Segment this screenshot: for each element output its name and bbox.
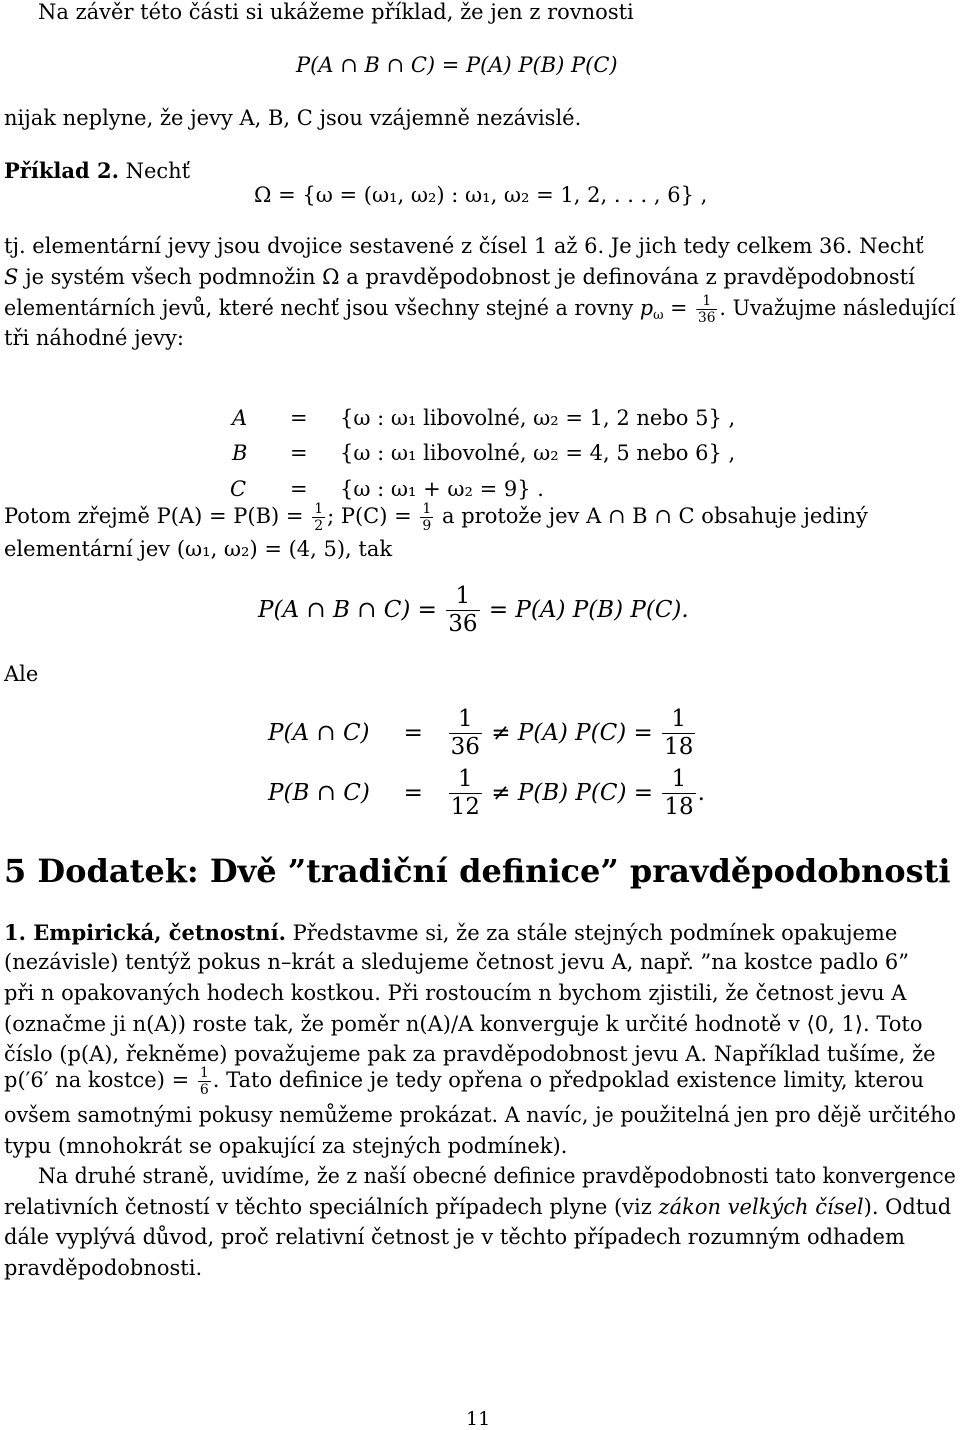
- paragraph-line: číslo (p(A), řekněme) považujeme pak za pravděpodobnost jevu A. Například tušíme, že: [4, 1042, 936, 1066]
- paragraph-line: tři náhodné jevy:: [4, 326, 184, 350]
- example-nech: Nechť: [125, 159, 191, 183]
- event-definition-b: {ω : ω₁ libovolné, ω₂ = 4, 5 nebo 6} ,: [340, 441, 736, 465]
- fraction-denominator: 18: [664, 734, 694, 760]
- paragraph-text: relativních četností v těchto speciálních případech plyne (viz: [4, 1195, 652, 1219]
- equation-lhs: P(B ∩ C): [268, 780, 370, 806]
- paragraph-line: Na druhé straně, uvidíme, že z naší obecné definice pravděpodobnosti tato konvergence: [38, 1164, 956, 1188]
- equation-middle: ≠ P(B) P(C) =: [491, 780, 654, 806]
- fraction-numerator: 1: [314, 501, 324, 517]
- fraction-1-36: [449, 708, 482, 759]
- paragraph-text: p(′6′ na kostce) =: [4, 1068, 190, 1092]
- paragraph-text: . Tato definice je tedy opřena o předpoklad existence limity, kterou: [212, 1068, 925, 1092]
- italic-term: zákon velkých čísel: [658, 1195, 864, 1219]
- paragraph-line: ovšem samotnými pokusy nemůžeme prokázat. A navíc, je použitelná jen pro dějě určitého: [4, 1103, 956, 1127]
- equation-lhs: P(A ∩ B ∩ C) =: [258, 597, 437, 623]
- equation-equals: =: [403, 720, 423, 746]
- fraction-denominator: 36: [697, 310, 716, 326]
- paragraph-text: ; P(C) =: [327, 504, 412, 528]
- fraction-denominator: 9: [422, 518, 432, 534]
- equation-end: .: [697, 780, 705, 806]
- equation-equals: =: [403, 780, 423, 806]
- paragraph-line: tj. elementární jevy jsou dvojice sestavené z čísel 1 až 6. Je jich tedy celkem 36. Nechť: [4, 234, 924, 258]
- event-equals: =: [290, 406, 308, 430]
- paragraph-line: (označme ji n(A)) roste tak, že poměr n(A)/A konverguje k určité hodnotě v ⟨0, 1⟩. Toto: [4, 1012, 923, 1036]
- fraction-1-36: [696, 294, 717, 325]
- fraction-denominator: 36: [448, 611, 478, 637]
- fraction-1-9: [420, 502, 433, 533]
- fraction-denominator: 36: [450, 734, 480, 760]
- fraction-1-18: [662, 768, 695, 819]
- fraction-1-6: [198, 1066, 211, 1097]
- paragraph-text: ). Odtud: [863, 1195, 952, 1219]
- fraction-numerator: 1: [671, 706, 687, 732]
- intro-line-1: Na závěr této části si ukážeme příklad, že jen z rovnosti: [38, 0, 634, 24]
- paragraph-text: a protože jev A ∩ B ∩ C obsahuje jediný: [442, 504, 868, 528]
- equation-ac: [268, 708, 697, 759]
- section-heading: 5 Dodatek: Dvě ”tradiční definice” pravděpodobnosti: [4, 852, 951, 890]
- page-number: 11: [466, 1408, 491, 1430]
- fraction-numerator: 1: [702, 293, 712, 309]
- fraction-denominator: 18: [664, 794, 694, 820]
- event-equals: =: [290, 477, 308, 501]
- fraction-numerator: 1: [671, 766, 687, 792]
- paragraph-text: elementárních jevů, které nechť jsou všechny stejné a rovny: [4, 296, 634, 320]
- paragraph-line: typu (mnohokrát se opakující za stejných podmínek).: [4, 1134, 568, 1158]
- fraction-1-12: [449, 768, 482, 819]
- paragraph-line: [4, 267, 915, 288]
- paragraph-text: je systém všech podmnožin Ω a pravděpodobnost je definována z pravděpodobností: [18, 265, 915, 289]
- paragraph-line: [4, 502, 868, 533]
- paragraph-line: [4, 1066, 924, 1097]
- paragraph-line: při n opakovaných hodech kostkou. Při rostoucím n bychom zjistili, že četnost jevu A: [4, 981, 907, 1005]
- fraction-denominator: 12: [450, 794, 480, 820]
- paragraph-line: elementární jev (ω₁, ω₂) = (4, 5), tak: [4, 537, 393, 561]
- fraction-1-2: [312, 502, 325, 533]
- event-equals: =: [290, 441, 308, 465]
- paragraph-line: dále vyplývá důvod, proč relativní četnost je v těchto případech rozumným odhadem: [4, 1225, 905, 1249]
- example-label: Příklad 2.: [4, 158, 119, 183]
- equation-abc: [258, 585, 689, 636]
- math-p: p: [639, 296, 654, 320]
- paragraph-line: [4, 294, 956, 325]
- paragraph-text: Představme si, že za stále stejných podmínek opakujeme: [292, 921, 898, 945]
- fraction-1-36: [446, 585, 479, 636]
- equation-middle: ≠ P(A) P(C) =: [491, 720, 653, 746]
- fraction-numerator: 1: [199, 1065, 209, 1081]
- definition-heading: 1. Empirická, četnostní.: [4, 920, 286, 945]
- event-label-c: C: [230, 477, 247, 501]
- paragraph-text: . Uvažujme následující: [719, 296, 956, 320]
- equation-bc: [268, 768, 705, 819]
- example-heading: [4, 160, 190, 182]
- event-label-a: A: [232, 406, 248, 430]
- equation-rhs: = P(A) P(B) P(C).: [488, 597, 689, 623]
- event-definition-c: {ω : ω₁ + ω₂ = 9} .: [340, 477, 544, 501]
- math-equals: =: [670, 296, 688, 320]
- system-symbol: S: [4, 265, 19, 289]
- omega-definition: Ω = {ω = (ω₁, ω₂) : ω₁, ω₂ = 1, 2, . . . , 6} ,: [254, 183, 708, 207]
- paragraph-line: [4, 1197, 951, 1218]
- ale-label: Ale: [4, 662, 39, 686]
- fraction-numerator: 1: [422, 501, 432, 517]
- fraction-numerator: 1: [455, 583, 471, 609]
- event-label-b: B: [232, 441, 248, 465]
- fraction-denominator: 2: [314, 518, 324, 534]
- event-definition-a: {ω : ω₁ libovolné, ω₂ = 1, 2 nebo 5} ,: [340, 406, 736, 430]
- intro-line-2: nijak neplyne, že jevy A, B, C jsou vzájemně nezávislé.: [4, 106, 582, 130]
- fraction-denominator: 6: [199, 1082, 209, 1098]
- equation-product: P(A ∩ B ∩ C) = P(A) P(B) P(C): [296, 53, 618, 77]
- paragraph-line: pravděpodobnosti.: [4, 1256, 203, 1280]
- fraction-numerator: 1: [457, 706, 473, 732]
- equation-lhs: P(A ∩ C): [268, 720, 370, 746]
- paragraph-line: (nezávisle) tentýž pokus n–krát a sledujeme četnost jevu A, např. ”na kostce padlo 6”: [4, 950, 909, 974]
- paragraph-text: Potom zřejmě P(A) = P(B) =: [4, 504, 304, 528]
- fraction-numerator: 1: [457, 766, 473, 792]
- fraction-1-18: [662, 708, 695, 759]
- paragraph-line: [4, 922, 897, 944]
- math-subscript: ω: [653, 308, 664, 323]
